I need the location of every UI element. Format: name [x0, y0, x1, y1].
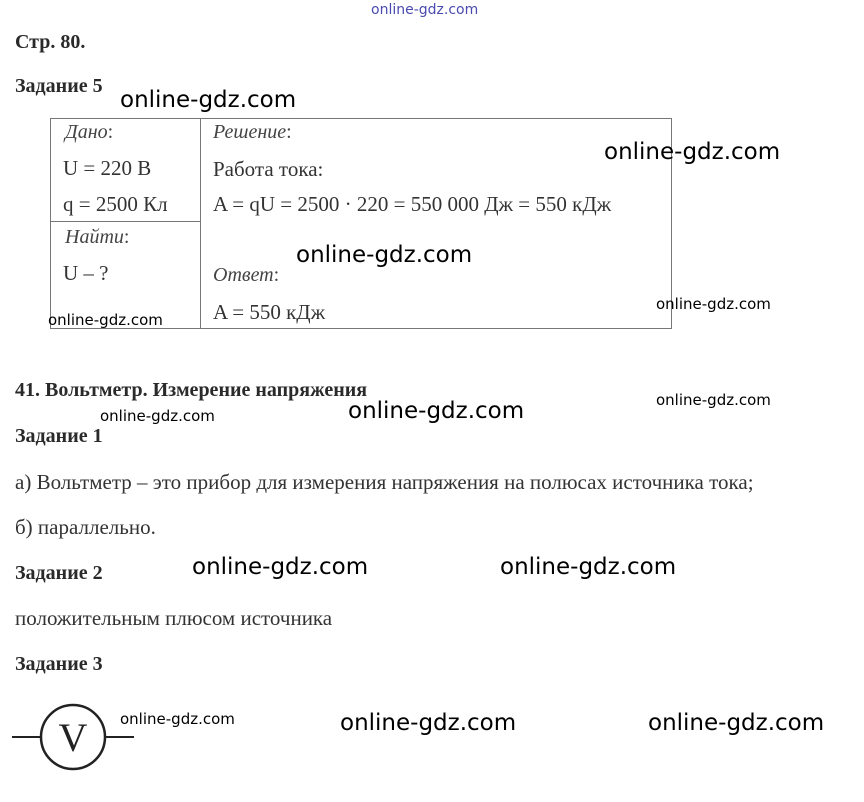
table-divider-horizontal [51, 221, 200, 222]
watermark: online-gdz.com [648, 710, 825, 736]
task2-answer: положительным плюсом источника [15, 606, 333, 630]
given-solution-table [50, 118, 672, 329]
task1-answer-b: б) параллельно. [15, 515, 156, 539]
watermark: online-gdz.com [48, 311, 163, 329]
find-label: Найти: [65, 226, 130, 248]
watermark: online-gdz.com [656, 295, 771, 313]
watermark: online-gdz.com [604, 139, 781, 165]
solution-formula: A = qU = 2500 · 220 = 550 000 Дж = 550 кДж [213, 192, 612, 216]
find-unknown: U – ? [63, 261, 109, 285]
task1-answer-a: а) Вольтметр – это прибор для измерения напряжения на полюсах источника тока; [15, 470, 754, 494]
given-voltage: U = 220 В [63, 156, 152, 180]
watermark: online-gdz.com [340, 710, 517, 736]
voltmeter-symbol-icon [12, 700, 134, 774]
solution-label: Решение: [213, 121, 292, 143]
answer-label: Ответ: [213, 264, 280, 286]
watermark: online-gdz.com [120, 710, 235, 728]
task2-heading: Задание 2 [15, 562, 103, 584]
task3-heading: Задание 3 [15, 653, 103, 675]
watermark: online-gdz.com [656, 391, 771, 409]
page-number: Стр. 80. [15, 31, 86, 53]
given-label: Дано: [65, 121, 114, 143]
given-charge: q = 2500 Кл [63, 192, 168, 216]
watermark: online-gdz.com [120, 87, 297, 113]
watermark: online-gdz.com [500, 554, 677, 580]
task1-heading: Задание 1 [15, 425, 103, 447]
watermark-top: online-gdz.com [371, 2, 479, 18]
table-divider-vertical [200, 119, 201, 328]
section-title: 41. Вольтметр. Измерение напряжения [15, 379, 368, 401]
solution-line1: Работа тока: [213, 157, 324, 181]
task5-heading: Задание 5 [15, 75, 103, 97]
voltmeter-letter: V [58, 715, 88, 760]
watermark: online-gdz.com [296, 242, 473, 268]
answer-value: A = 550 кДж [213, 300, 326, 324]
watermark: online-gdz.com [192, 554, 369, 580]
watermark: online-gdz.com [348, 398, 525, 424]
watermark: online-gdz.com [100, 407, 215, 425]
